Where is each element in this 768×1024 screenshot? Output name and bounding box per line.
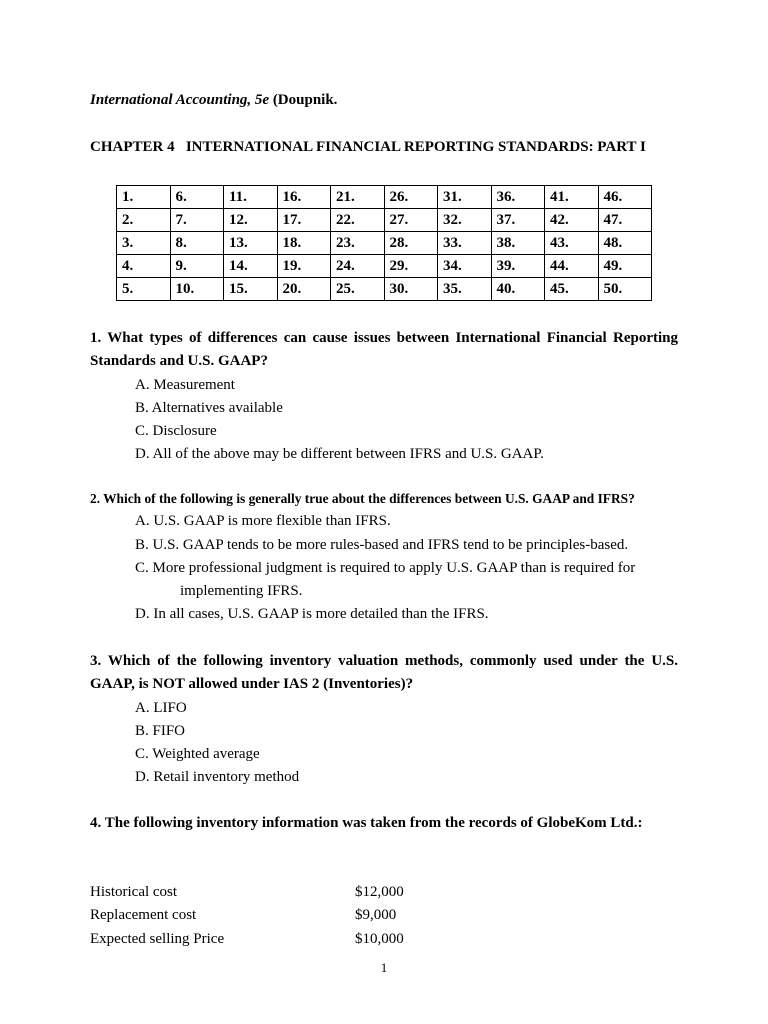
answer-grid-cell: 21. <box>331 186 385 209</box>
answer-grid-cell: 31. <box>438 186 492 209</box>
answer-grid-cell: 38. <box>491 232 545 255</box>
question-3-option-c: C. Weighted average <box>135 746 260 763</box>
answer-grid-row <box>117 186 652 209</box>
question-4 <box>90 812 678 835</box>
book-title-author: (Doupnik. <box>269 92 338 108</box>
answer-grid-cell: 40. <box>491 278 545 301</box>
answer-grid-cell: 6. <box>170 186 224 209</box>
answer-grid-row <box>117 232 652 255</box>
answer-grid-cell: 10. <box>170 278 224 301</box>
answer-grid-cell: 11. <box>224 186 278 209</box>
answer-grid-cell: 20. <box>277 278 331 301</box>
answer-grid-row <box>117 209 652 232</box>
answer-grid-cell: 17. <box>277 209 331 232</box>
answer-grid-cell: 37. <box>491 209 545 232</box>
answer-grid-cell: 43. <box>545 232 599 255</box>
question-2-option-c: C. More professional judgment is required to apply U.S. GAAP than is required for <box>135 559 636 576</box>
answer-grid-cell: 2. <box>117 209 171 232</box>
question-4-text: 4. The following inventory information was taken from the records of GlobeKom Ltd.: <box>90 815 643 831</box>
book-title <box>90 92 337 109</box>
answer-grid-cell: 19. <box>277 255 331 278</box>
chapter-title: CHAPTER 4 INTERNATIONAL FINANCIAL REPORTING STANDARDS: PART I <box>90 139 646 155</box>
answer-grid-cell: 42. <box>545 209 599 232</box>
inventory-row <box>90 881 404 904</box>
question-2-text: 2. Which of the following is generally true about the differences between U.S. GAAP and IFRS? <box>90 491 635 506</box>
answer-grid-cell: 29. <box>384 255 438 278</box>
answer-grid-cell: 34. <box>438 255 492 278</box>
page-number: 1 <box>380 960 388 975</box>
inventory-info <box>90 881 404 951</box>
answer-grid-cell: 27. <box>384 209 438 232</box>
answer-grid-cell: 46. <box>598 186 652 209</box>
answer-grid-cell: 15. <box>224 278 278 301</box>
answer-grid-cell: 26. <box>384 186 438 209</box>
answer-grid-cell: 36. <box>491 186 545 209</box>
question-1-option-c: C. Disclosure <box>135 423 217 440</box>
answer-grid-cell: 35. <box>438 278 492 301</box>
answer-grid-cell: 44. <box>545 255 599 278</box>
answer-grid-cell: 49. <box>598 255 652 278</box>
inventory-value: $10,000 <box>355 930 404 947</box>
answer-grid-row <box>117 278 652 301</box>
answer-grid-cell: 23. <box>331 232 385 255</box>
answer-grid-cell: 33. <box>438 232 492 255</box>
answer-grid-cell: 41. <box>545 186 599 209</box>
answer-grid-cell: 25. <box>331 278 385 301</box>
question-1 <box>90 327 678 467</box>
question-3-text: 3. Which of the following inventory valuation methods, commonly used under the U.S. GAAP, is NOT allowed under IAS 2 (Inventories)? <box>90 653 678 693</box>
question-2-option-c-continued: implementing IFRS. <box>180 583 303 600</box>
inventory-label: Expected selling Price <box>90 930 225 947</box>
answer-grid-cell: 28. <box>384 232 438 255</box>
question-2-option-d: D. In all cases, U.S. GAAP is more detailed than the IFRS. <box>135 606 489 623</box>
question-3-option-b: B. FIFO <box>135 722 186 739</box>
answer-grid-cell: 39. <box>491 255 545 278</box>
book-title-italic: International Accounting, 5e <box>90 92 270 108</box>
question-3-option-a: A. LIFO <box>135 699 187 716</box>
question-1-text: 1. What types of differences can cause issues between International Financial Reporting Standards and U.S. GAAP? <box>90 330 678 370</box>
answer-grid-cell: 24. <box>331 255 385 278</box>
answer-grid-cell: 12. <box>224 209 278 232</box>
inventory-value: $12,000 <box>355 884 404 900</box>
answer-grid-cell: 32. <box>438 209 492 232</box>
question-2-option-b: B. U.S. GAAP tends to be more rules-based and IFRS tend to be principles-based. <box>135 536 629 553</box>
question-1-option-d: D. All of the above may be different between IFRS and U.S. GAAP. <box>135 446 544 463</box>
answer-grid-cell: 22. <box>331 209 385 232</box>
answer-grid-cell: 50. <box>598 278 652 301</box>
inventory-label: Historical cost <box>90 884 178 900</box>
answer-grid-cell: 14. <box>224 255 278 278</box>
answer-grid-cell: 1. <box>117 186 171 209</box>
answer-grid-cell: 5. <box>117 278 171 301</box>
answer-grid <box>116 185 652 301</box>
answer-grid-cell: 9. <box>170 255 224 278</box>
answer-grid-row <box>117 255 652 278</box>
question-3 <box>90 650 678 790</box>
question-2 <box>90 487 678 627</box>
question-1-option-b: B. Alternatives available <box>135 399 283 416</box>
answer-grid-cell: 30. <box>384 278 438 301</box>
answer-grid-cell: 16. <box>277 186 331 209</box>
answer-grid-cell: 8. <box>170 232 224 255</box>
answer-grid-cell: 45. <box>545 278 599 301</box>
inventory-row <box>90 904 404 927</box>
question-1-option-a: A. Measurement <box>135 376 235 393</box>
answer-grid-cell: 13. <box>224 232 278 255</box>
answer-grid-cell: 47. <box>598 209 652 232</box>
question-2-option-a: A. U.S. GAAP is more flexible than IFRS. <box>135 513 391 530</box>
answer-grid-cell: 4. <box>117 255 171 278</box>
question-3-option-d: D. Retail inventory method <box>135 769 300 786</box>
answer-grid-cell: 18. <box>277 232 331 255</box>
inventory-row <box>90 928 404 951</box>
answer-grid-cell: 3. <box>117 232 171 255</box>
answer-grid-cell: 7. <box>170 209 224 232</box>
inventory-value: $9,000 <box>355 907 397 924</box>
inventory-label: Replacement cost <box>90 907 197 924</box>
answer-grid-cell: 48. <box>598 232 652 255</box>
